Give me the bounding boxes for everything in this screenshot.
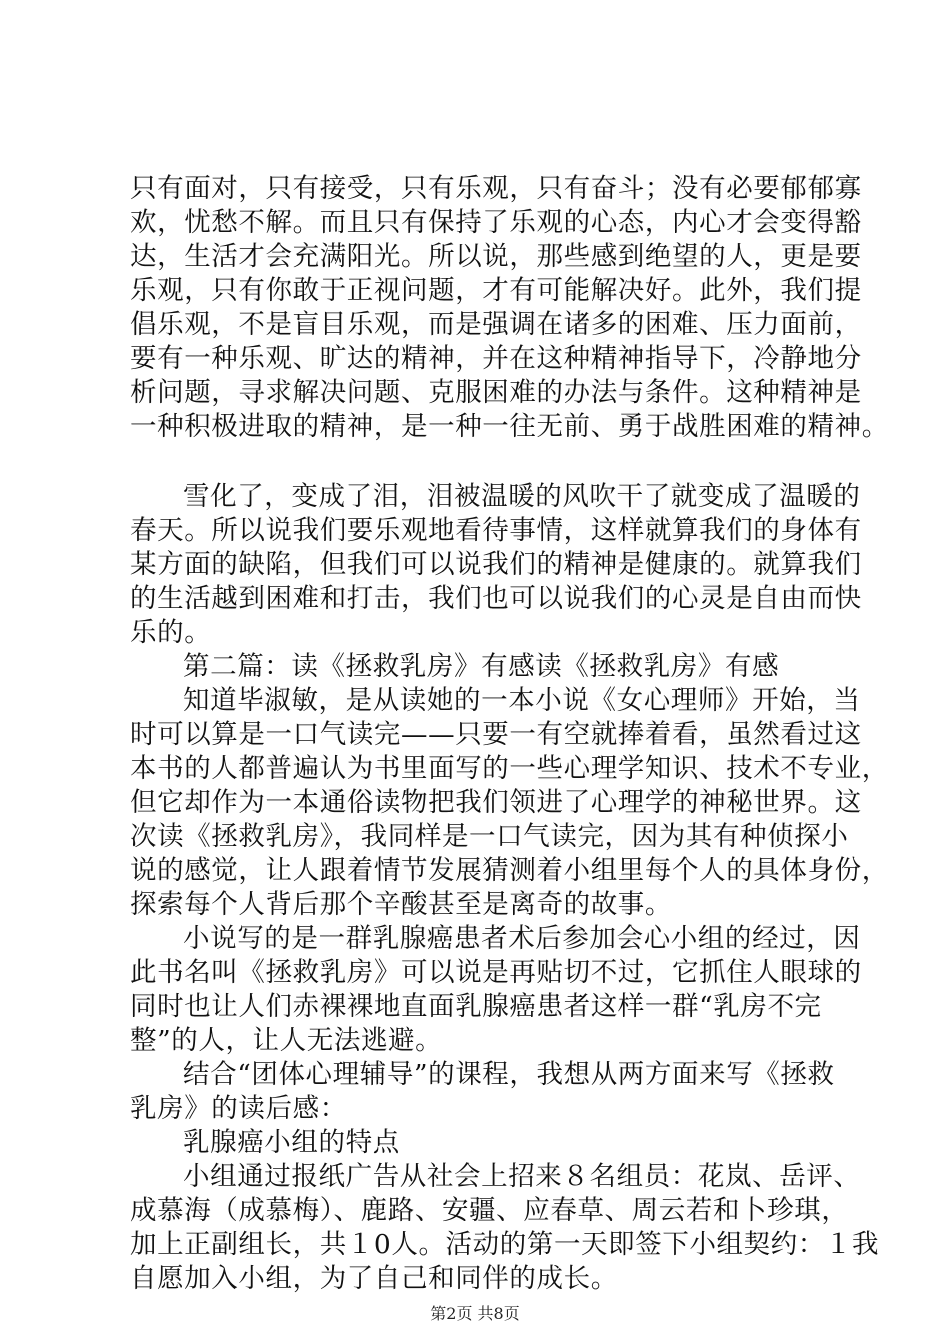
paragraph-first-line: 小说写的是一群乳腺癌患者术后参加会心小组的经过，因 xyxy=(183,923,861,954)
text-line: 的生活越到困难和打击，我们也可以说我们的心灵是自由而快 xyxy=(130,583,862,614)
text-line: 整”的人，让人无法逃避。 xyxy=(130,1025,443,1056)
text-line: 倡乐观，不是盲目乐观，而是强调在诸多的困难、压力面前， xyxy=(130,309,862,340)
text-line: 但它却作为一本通俗读物把我们领进了心理学的神秘世界。这 xyxy=(130,787,862,818)
section-heading: 第二篇：读《拯救乳房》有感读《拯救乳房》有感 xyxy=(183,651,780,682)
text-line: 要有一种乐观、旷达的精神，并在这种精神指导下，冷静地分 xyxy=(130,343,862,374)
text-line: 加上正副组长，共１0人。活动的第一天即签下小组契约：１我 xyxy=(130,1229,880,1260)
text-line: 春天。所以说我们要乐观地看待事情，这样就算我们的身体有 xyxy=(130,515,862,546)
text-line: 达，生活才会充满阳光。所以说，那些感到绝望的人，更是要 xyxy=(130,241,862,272)
text-line: 探索每个人背后那个辛酸甚至是离奇的故事。 xyxy=(130,889,672,920)
text-line: 只有面对，只有接受，只有乐观，只有奋斗；没有必要郁郁寡 xyxy=(130,173,862,204)
text-line: 一种积极进取的精神，是一种一往无前、勇于战胜困难的精神。 xyxy=(130,411,889,442)
text-line: 说的感觉，让人跟着情节发展猜测着小组里每个人的具体身份， xyxy=(130,855,889,886)
paragraph-first-line: 结合“团体心理辅导”的课程，我想从两方面来写《拯救 xyxy=(183,1059,835,1090)
subheading: 乳腺癌小组的特点 xyxy=(183,1127,400,1158)
text-line: 析问题，寻求解决问题、克服困难的办法与条件。这种精神是 xyxy=(130,377,862,408)
text-line: 某方面的缺陷，但我们可以说我们的精神是健康的。就算我们 xyxy=(130,549,862,580)
paragraph-first-line: 小组通过报纸广告从社会上招来８名组员：花岚、岳评、 xyxy=(183,1161,861,1192)
text-line: 时可以算是一口气读完——只要一有空就捧着看，虽然看过这 xyxy=(130,719,862,750)
text-line: 次读《拯救乳房》，我同样是一口气读完，因为其有种侦探小 xyxy=(130,821,849,852)
text-line: 欢，忧愁不解。而且只有保持了乐观的心态，内心才会变得豁 xyxy=(130,207,862,238)
text-line: 乐的。 xyxy=(130,617,212,648)
text-line: 乐观，只有你敢于正视问题，才有可能解决好。此外，我们提 xyxy=(130,275,862,306)
text-line: 此书名叫《拯救乳房》可以说是再贴切不过，它抓住人眼球的 xyxy=(130,957,862,988)
text-line: 乳房》的读后感： xyxy=(130,1093,347,1124)
page-number-footer: 第2页 共8页 xyxy=(430,1304,520,1323)
text-line: 成慕海（成慕梅）、鹿路、安疆、应春草、周云若和卜珍琪， xyxy=(130,1195,849,1226)
text-line: 自愿加入小组，为了自己和同伴的成长。 xyxy=(130,1263,618,1294)
text-line: 同时也让人们赤裸裸地直面乳腺癌患者这样一群“乳房不完 xyxy=(130,991,822,1022)
paragraph-first-line: 雪化了，变成了泪，泪被温暖的风吹干了就变成了温暖的 xyxy=(183,481,861,512)
paragraph-first-line: 知道毕淑敏，是从读她的一本小说《女心理师》开始，当 xyxy=(183,685,861,716)
text-line: 本书的人都普遍认为书里面写的一些心理学知识、技术不专业， xyxy=(130,753,889,784)
